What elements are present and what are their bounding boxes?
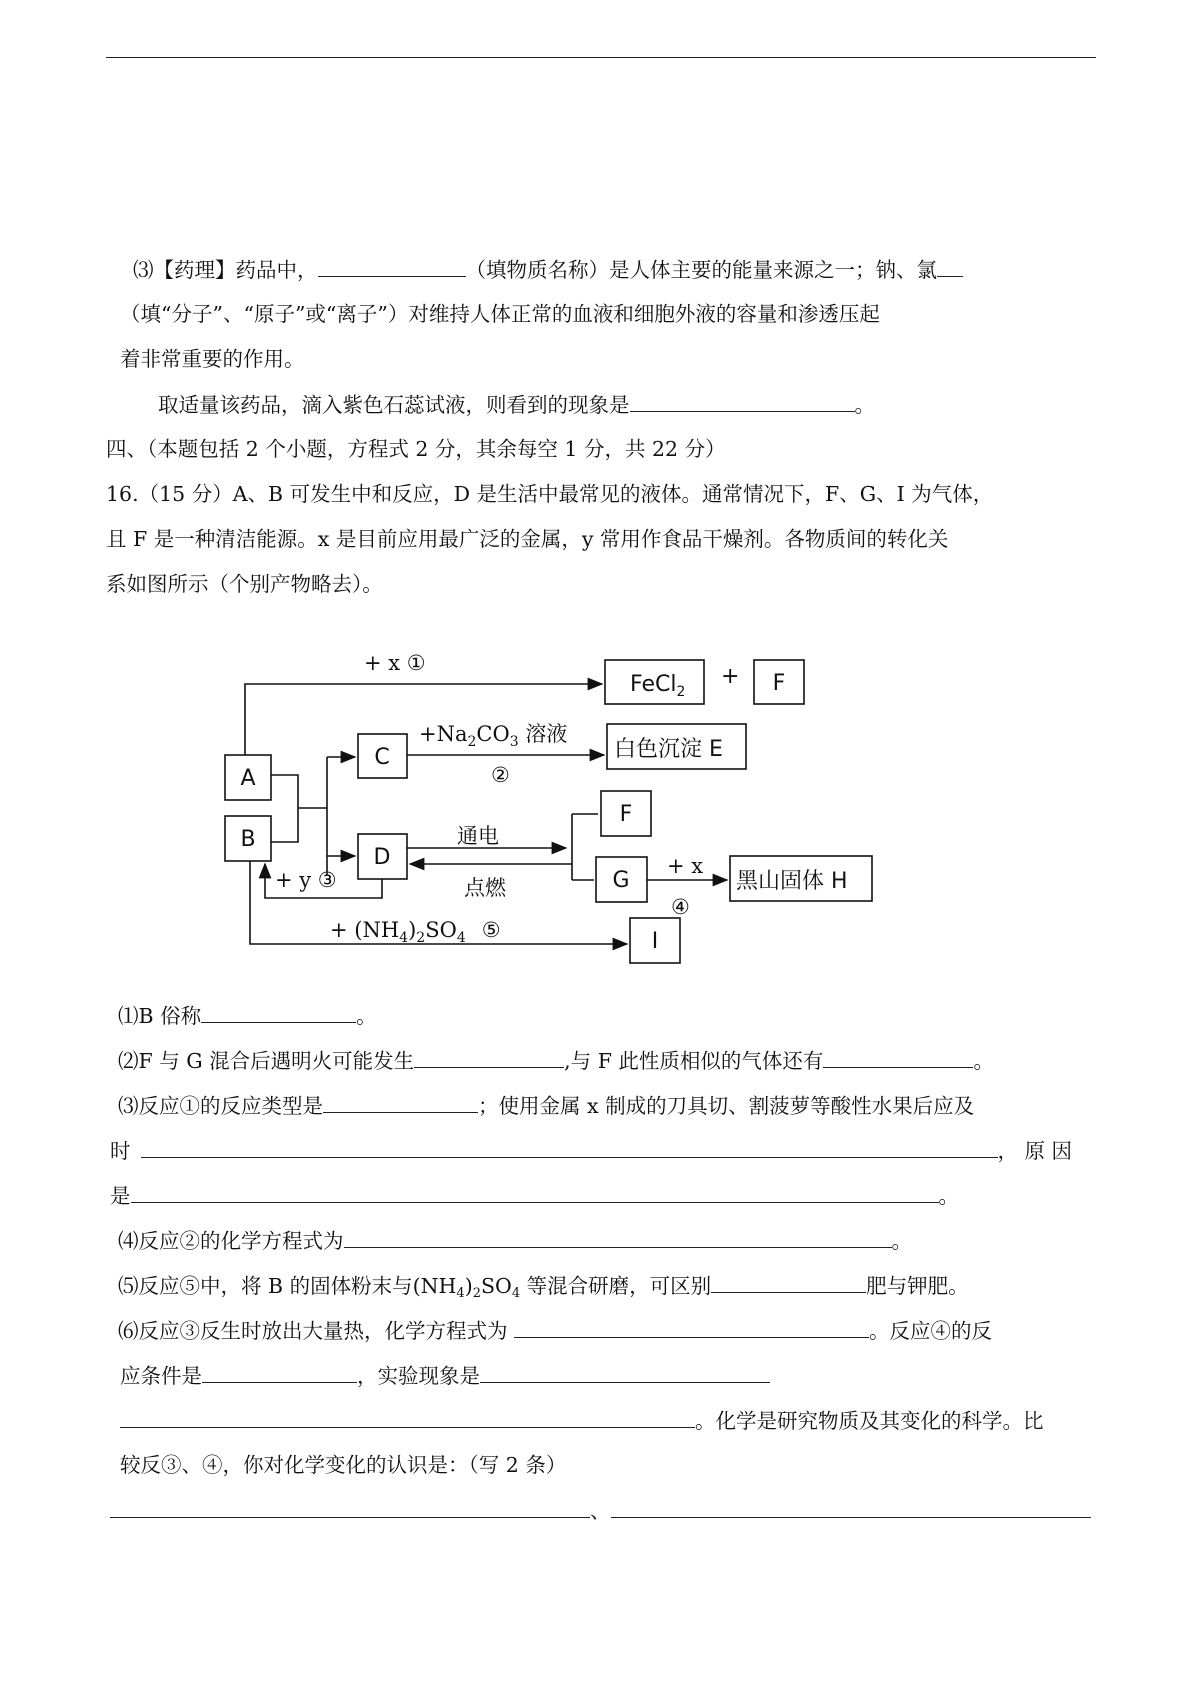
label-f-top: F: [772, 671, 786, 696]
q16-intro-line-2: 且 F 是一种清洁能源。x 是目前应用最广泛的金属，y 常用作食品干燥剂。各物质间的转化关: [106, 527, 949, 551]
q16-6-line-5: [110, 1495, 1091, 1526]
q16-3-text-e: 是: [110, 1184, 131, 1208]
q16-6-text-d: ，实验现象是: [357, 1364, 480, 1388]
q16-intro-line-1: 16.（15 分）A、B 可发生中和反应，D 是生活中最常见的液体。通常情况下，F、G、I 为气体，: [106, 482, 994, 506]
q16-3-line-2: [110, 1135, 1072, 1166]
subscript: 2: [472, 1286, 481, 1301]
label-i: I: [651, 929, 659, 954]
period: 。: [973, 1049, 994, 1073]
q16-6-blank-condition[interactable]: [202, 1360, 357, 1383]
period: 。: [891, 1229, 912, 1253]
subscript: 4: [456, 1286, 465, 1301]
label-c: C: [374, 745, 390, 770]
q3-text-a: ⑶【药理】药品中，: [133, 258, 318, 282]
q16-2-blank-b[interactable]: [823, 1045, 973, 1068]
q16-intro-line-3: 系如图所示（个别产物略去）。: [106, 572, 383, 596]
q16-3-text-a: ⑶反应①的反应类型是: [118, 1094, 323, 1118]
q16-3-text-b: ；使用金属 x 制成的刀具切、割菠萝等酸性水果后应及: [478, 1094, 975, 1118]
q16-6-line-3: [120, 1405, 1044, 1436]
q16-2-text-a: ⑵F 与 G 混合后遇明火可能发生: [118, 1049, 415, 1073]
q3-line-3: 着非常重要的作用。: [120, 347, 305, 371]
q3-line-2: （填“分子”、“原子”或“离子”）对维持人体正常的血液和细胞外液的容量和渗透压起: [120, 302, 880, 326]
q16-4-text: ⑷反应②的化学方程式为: [118, 1229, 344, 1253]
label-reaction-2-num: ②: [491, 763, 510, 787]
q16-6-blank-phenomenon-cont[interactable]: [120, 1405, 695, 1428]
label-reaction-4-reagent: + x: [667, 854, 704, 878]
label-black-solid: 黑山固体 H: [736, 869, 848, 894]
q16-2-text-b: ,与 F 此性质相似的气体还有: [564, 1049, 824, 1073]
subscript: 4: [511, 1286, 521, 1301]
q16-6-line-1: [118, 1315, 992, 1346]
q16-5-blank[interactable]: [711, 1270, 866, 1293]
label-fecl2: FeCl$_2$: [630, 672, 686, 700]
label-electrolysis: 通电: [457, 824, 499, 848]
q16-3-blank-type[interactable]: [323, 1090, 478, 1113]
q16-1-text: ⑴B 俗称: [118, 1004, 202, 1028]
q16-2: [118, 1045, 994, 1076]
separator: 、: [590, 1499, 611, 1523]
q16-6-text-e: 。化学是研究物质及其变化的科学。比: [695, 1409, 1044, 1433]
q16-6-blank-equation[interactable]: [514, 1315, 869, 1338]
q16-4-blank[interactable]: [344, 1225, 892, 1248]
q16-2-blank-a[interactable]: [414, 1045, 564, 1068]
label-g: G: [612, 868, 630, 893]
q16-4: [118, 1225, 912, 1256]
bracket-ab: [271, 775, 298, 842]
q16-6-text-a: ⑹反应③反生时放出大量热，化学方程式为: [118, 1319, 515, 1343]
label-reaction-4-num: ④: [671, 895, 690, 919]
q16-5: [118, 1270, 969, 1301]
label-f-mid: F: [619, 802, 633, 827]
q16-3-blank-reason[interactable]: [131, 1180, 939, 1203]
label-d: D: [373, 845, 391, 870]
period: 。: [938, 1184, 959, 1208]
q16-3-blank-action[interactable]: [141, 1135, 998, 1158]
label-b: B: [240, 827, 256, 852]
q16-3-text-d: ， 原 因: [997, 1139, 1073, 1163]
q16-3-text-c: 时: [110, 1139, 131, 1163]
q16-6-blank-understanding-1[interactable]: [110, 1495, 590, 1518]
q16-5-so: SO: [480, 1274, 512, 1298]
q16-1: [118, 1000, 377, 1031]
label-white-precipitate: 白色沉淀 E: [614, 737, 723, 762]
q16-6-blank-phenomenon[interactable]: [480, 1360, 770, 1383]
period: 。: [356, 1004, 377, 1028]
q16-1-blank[interactable]: [201, 1000, 356, 1023]
q16-5-text-d: 肥与钾肥。: [866, 1274, 969, 1298]
q16-6-text-c: 应条件是: [120, 1364, 202, 1388]
label-plus: +: [721, 664, 740, 689]
label-ignite: 点燃: [464, 876, 506, 900]
section-heading: 四、（本题包括 2 个小题，方程式 2 分，其余每空 1 分，共 22 分）: [106, 437, 726, 461]
q3-text-b: （填物质名称）是人体主要的能量来源之一；钠、氯: [465, 258, 937, 282]
label-reaction-5: + $(NH_4)_2SO_4$ ⑤: [330, 918, 501, 946]
label-a: A: [240, 766, 256, 791]
label-reaction-3: + y ③: [275, 868, 337, 892]
q16-6-line-2: [120, 1360, 770, 1391]
q3-litmus-text: 取适量该药品，滴入紫色石蕊试液，则看到的现象是: [158, 393, 630, 417]
label-reaction-2-reagent: $+Na_2CO_3$ 溶液: [419, 722, 568, 750]
period: 。: [854, 393, 875, 417]
label-reaction-1: + x ①: [364, 651, 426, 675]
q16-3-line-1: [118, 1090, 974, 1121]
q16-5-text-a: ⑸反应⑤中，将 B 的固体粉末与(NH: [118, 1274, 457, 1298]
q16-6-blank-understanding-2[interactable]: [611, 1495, 1091, 1518]
q16-5-text-c: 等混合研磨，可区别: [520, 1274, 712, 1298]
q16-3-line-3: [110, 1180, 959, 1211]
q16-5-paren: ): [464, 1274, 473, 1298]
q16-6-line-4: 较反③、④，你对化学变化的认识是：（写 2 条）: [120, 1453, 567, 1477]
q16-6-text-b: 。反应④的反: [869, 1319, 993, 1343]
